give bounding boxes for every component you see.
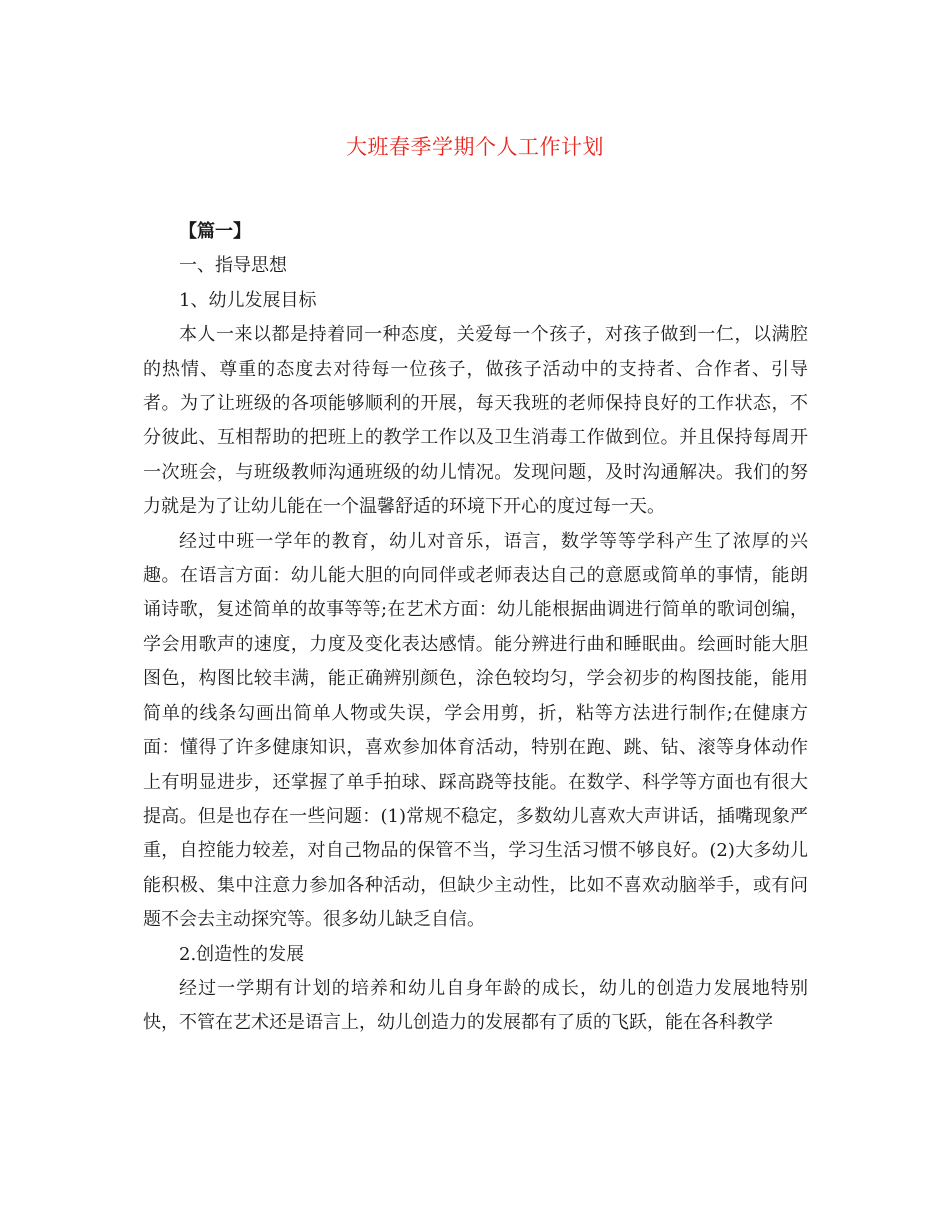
paragraph-education-review: 经过中班一学年的教育，幼儿对音乐，语言，数学等等学科产生了浓厚的兴趣。在语言方面：幼儿能大胆的向同伴或老师表达自己的意愿或简单的事情，能朗诵诗歌，复述简单的故事等等;在艺术方面：幼儿能根据曲调进行简单的歌词创编，学会用歌声的速度，力度及变化表达感情。能分辨进行曲和睡眠曲。绘画时能大胆图色，构图比较丰满，能正确辨别颜色，涂色较均匀，学会初步的构图技能，能用简单的线条勾画出简单人物或失误，学会用剪，折，粘等方法进行制作;在健康方面：懂得了许多健康知识，喜欢参加体育活动，特别在跑、跳、钻、滚等身体动作上有明显进步，还掌握了单手拍球、踩高跷等技能。在数学、科学等方面也有很大提高。但是也存在一些问题：(1)常规不稳定，多数幼儿喜欢大声讲话，插嘴现象严重，自控能力较差，对自己物品的保管不当，学习生活习惯不够良好。(2)大多幼儿能积极、集中注意力参加各种活动，但缺少主动性，比如不喜欢动脑举手，或有问题不会去主动探究等。很多幼儿缺乏自信。 bbox=[143, 530, 808, 931]
document-title: 大班春季学期个人工作计划 bbox=[346, 135, 604, 159]
subheading-creativity-development: 2.创造性的发展 bbox=[179, 943, 305, 965]
section-label: 【篇一】 bbox=[179, 221, 251, 242]
subheading-child-development-goals: 1、幼儿发展目标 bbox=[179, 289, 317, 311]
paragraph-creativity: 经过一学期有计划的培养和幼儿自身年龄的成长，幼儿的创造力发展地特别快，不管在艺术还是语言上，幼儿创造力的发展都有了质的飞跃，能在各科教学 bbox=[143, 977, 808, 1034]
document-body bbox=[143, 215, 808, 1041]
heading-guiding-ideology: 一、指导思想 bbox=[179, 255, 287, 277]
paragraph-attitude: 本人一来以都是持着同一种态度，关爱每一个孩子，对孩子做到一仁，以满腔的热情、尊重的态度去对待每一位孩子，做孩子活动中的支持者、合作者、引导者。为了让班级的各项能够顺利的开展，每天我班的老师保持良好的工作状态，不分彼此、互相帮助的把班上的教学工作以及卫生消毒工作做到位。并且保持每周开一次班会，与班级教师沟通班级的幼儿情况。发现问题，及时沟通解决。我们的努力就是为了让幼儿能在一个温馨舒适的环境下开心的度过每一天。 bbox=[143, 324, 808, 518]
